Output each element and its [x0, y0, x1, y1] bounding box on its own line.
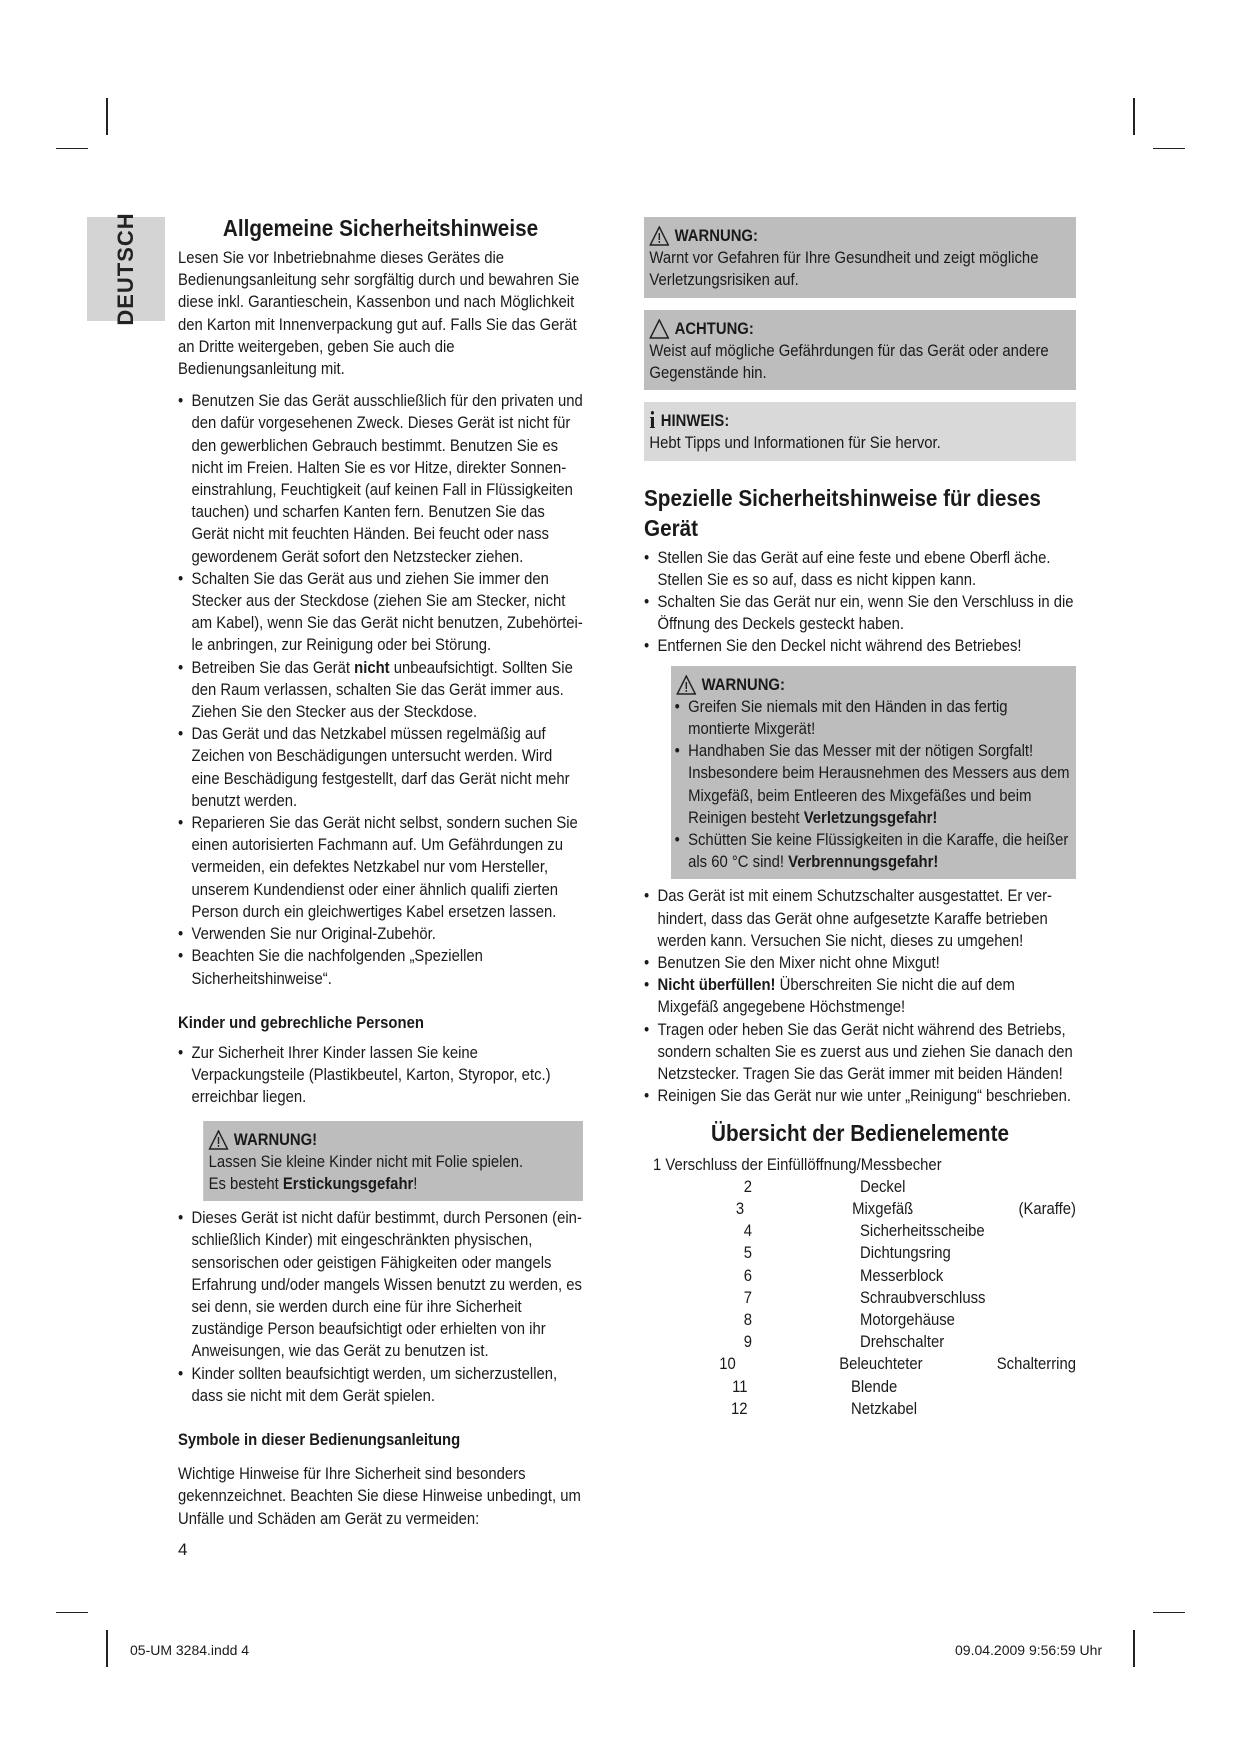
language-label: DEUTSCH: [113, 212, 138, 326]
part-label: Messerblock: [860, 1266, 944, 1285]
legend-box-warning: [644, 217, 1076, 298]
language-tab: [87, 212, 165, 326]
parts-row: [653, 1265, 1076, 1287]
part-label: Blende: [851, 1377, 898, 1396]
legend-box-note: [644, 402, 1076, 460]
section-title-general-safety: Allgemeine Sicherheitshinweise: [222, 215, 539, 241]
part-label: Motorgehäuse: [860, 1310, 955, 1329]
list-item: • Dieses Gerät ist nicht dafür bestimmt, durch Personen (einschließlich Kinder) mit eingeschränkten physischen, sensorischen oder geistigen Fähigkeiten oder mangels Erfahrung und/oder mangels Wissen benutzt zu werden, es sei denn, sie werden durch eine für ihre Sicherheit zuständige Person beaufsichtigt oder erhielten von ihr Anweisungen, wie das Gerät zu benutzen ist.: [178, 1207, 583, 1362]
part-label: Schraubverschluss: [860, 1288, 986, 1307]
legend-box-caution: [644, 310, 1076, 391]
page-number: 4: [178, 1540, 188, 1559]
part-label: Dichtungsring: [860, 1244, 951, 1263]
list-item: • Betreiben Sie das Gerät nicht unbeaufsichtigt. Sollten Sie den Raum verlassen, schalten Sie das Gerät immer aus. Ziehen Sie den Stecker aus der Steckdose.: [178, 657, 583, 724]
general-safety-list: [178, 390, 583, 989]
legend-box-text: Hebt Tipps und Informationen für Sie hervor.: [649, 434, 941, 453]
list-item: • Kinder sollten beaufsichtigt werden, um sicherzustellen, dass sie nicht mit dem Gerät spielen.: [178, 1363, 583, 1407]
warning-triangle-icon: [649, 226, 669, 246]
part-number: 9: [743, 1333, 752, 1352]
legend-box-title: WARNUNG:: [674, 227, 758, 245]
crop-mark: [1153, 148, 1185, 149]
part-extra: [1031, 1287, 1040, 1309]
part-number: 6: [743, 1266, 752, 1285]
parts-row: [653, 1353, 1076, 1375]
warning-box-header: [675, 674, 1071, 696]
crop-mark: [106, 1630, 108, 1667]
legend-box-header: [649, 318, 1070, 340]
section-title-controls-overview: Übersicht der Bedienelemente: [711, 1119, 1009, 1146]
crop-mark: [1133, 98, 1135, 135]
subheading-symbols: Symbole in dieser Bedienungsanleitung: [178, 1430, 461, 1449]
part-number: 3: [735, 1199, 745, 1218]
part-extra: [1031, 1309, 1040, 1331]
warning-box-children: [203, 1121, 583, 1202]
part-number: 5: [743, 1244, 752, 1263]
part-extra: Schalterring: [996, 1355, 1076, 1374]
list-item: • Handhaben Sie das Messer mit der nötigen Sorgfalt! Insbesondere beim Herausnehmen des Messers aus dem Mixgefäß, beim Entleeren des Mixgefäßes und beim Reinigen besteht Verletzungsgefahr!: [675, 740, 1071, 829]
part-extra: [1031, 1176, 1040, 1198]
list-item: • Verwenden Sie nur Original-Zubehör.: [178, 923, 583, 945]
children-list-2: [178, 1207, 583, 1407]
special-safety-list: [644, 547, 1076, 658]
parts-row: [653, 1331, 1076, 1353]
left-column: [178, 213, 583, 1530]
crop-mark: [56, 148, 88, 149]
warning-triangle-icon: [209, 1130, 229, 1150]
parts-row: [653, 1220, 1076, 1242]
part-extra: [1031, 1242, 1040, 1264]
warning-triangle-icon: [676, 675, 696, 695]
legend-box-title: HINWEIS:: [660, 412, 730, 431]
parts-row: [653, 1287, 1076, 1309]
parts-row: [653, 1242, 1076, 1264]
section-title-special-safety: Spezielle Sicherheitshinweise für dieses Gerät: [644, 484, 1041, 541]
part-number: 8: [743, 1310, 752, 1329]
legend-box-text: Weist auf mögliche Gefährdungen für das Gerät oder andere Gegenstände hin.: [649, 341, 1049, 383]
part-extra: (Karaffe): [1018, 1199, 1076, 1218]
info-icon: i: [649, 408, 656, 435]
parts-row: [653, 1198, 1076, 1220]
crop-mark: [1133, 1630, 1135, 1667]
warning-box-header: [209, 1129, 578, 1151]
warning-box-text: Lassen Sie kleine Kinder nicht mit Folie spielen.: [208, 1152, 524, 1171]
special-safety-list-2: [644, 885, 1076, 1107]
footer-timestamp: 09.04.2009 9:56:59 Uhr: [955, 1642, 1103, 1658]
part-extra: [1031, 1331, 1040, 1353]
footer-file-info: 05-UM 3284.indd 4: [130, 1642, 250, 1658]
part-number: 7: [743, 1288, 752, 1307]
part-label: Deckel: [860, 1177, 906, 1196]
list-item: • Beachten Sie die nachfolgenden „Speziellen Sicherheitshinweise“.: [178, 945, 583, 989]
children-list: [178, 1042, 583, 1109]
list-item: • Schalten Sie das Gerät nur ein, wenn Sie den Verschluss in die Öffnung des Deckels gesteckt haben.: [644, 591, 1076, 635]
parts-row: 1 Verschluss der Einfüllöffnung/Messbecher: [653, 1155, 942, 1174]
list-item: • Entfernen Sie den Deckel nicht während des Betriebes!: [644, 635, 1076, 657]
list-item: • Benutzen Sie das Gerät ausschließlich für den privaten und den dafür vorgesehenen Zweck. Dieses Gerät ist nicht für den gewerblichen Gebrauch bestimmt. Benutzen Sie es nicht im Freien. Halten Sie es vor Hitze, direkter Sonneneinstrahlung, Feuchtigkeit (auf keinen Fall in Flüssigkeiten tauchen) und scharfen Kanten fern. Benutzen Sie das Gerät nicht mit feuchten Händen. Bei feucht oder nass gewordenem Gerät sofort den Netzstecker ziehen.: [178, 390, 583, 568]
crop-mark: [1153, 1612, 1185, 1613]
list-item: • Nicht überfüllen! Überschreiten Sie nicht die auf dem Mixgefäß angegebene Höchstmenge!: [644, 974, 1076, 1018]
symbols-paragraph: Wichtige Hinweise für Ihre Sicherheit sind besonders gekennzeichnet. Beachten Sie diese Hinweise unbedingt, um Unfälle und Schäden am Gerät zu vermeiden:: [178, 1465, 581, 1528]
legend-box-title: ACHTUNG:: [674, 319, 754, 338]
part-number: 12: [730, 1399, 748, 1418]
list-item: • Das Gerät ist mit einem Schutzschalter ausgestattet. Er verhindert, dass das Gerät ohne aufgesetzte Karaffe betrieben werden kann. Versuchen Sie nicht, dieses zu umgehen!: [644, 885, 1076, 952]
part-number: 2: [743, 1177, 752, 1196]
list-item: • Zur Sicherheit Ihrer Kinder lassen Sie keine Verpackungsteile (Plastikbeutel, Karton, Styropor, etc.) erreichbar liegen.: [178, 1042, 583, 1109]
legend-box-text: Warnt vor Gefahren für Ihre Gesundheit und zeigt mögliche Verletzungsrisiken auf.: [649, 249, 1039, 290]
list-item: • Schütten Sie keine Flüssigkeiten in die Karaffe, die heißer als 60 °C sind! Verbrennungsgefahr!: [675, 829, 1071, 873]
right-column: [644, 213, 1076, 1420]
parts-row: [653, 1309, 1076, 1331]
part-number: 11: [732, 1377, 748, 1396]
part-extra: [1031, 1220, 1040, 1242]
list-item: • Schalten Sie das Gerät aus und ziehen Sie immer den Stecker aus der Steckdose (ziehen Sie am Stecker, nicht am Kabel), wenn Sie das Gerät nicht benutzen, Zubehörteile anbringen, zur Reinigung oder bei Störung.: [178, 568, 583, 657]
list-item: • Stellen Sie das Gerät auf eine feste und ebene Oberfl äche. Stellen Sie es so auf, dass es nicht kippen kann.: [644, 547, 1076, 591]
parts-row: [653, 1398, 1076, 1420]
intro-paragraph: Lesen Sie vor Inbetriebnahme dieses Gerätes die Bedienungsanleitung sehr sorgfältig durch und bewahren Sie diese inkl. Garantieschein, Kassenbon und nach Möglichkeit den Karton mit Innenverpackung gut auf. Falls Sie das Gerät an Dritte weitergeben, geben Sie auch die Bedienungsanleitung mit.: [178, 249, 580, 379]
part-extra: [1031, 1265, 1040, 1287]
warning-box-list: [675, 696, 1071, 874]
warning-box-blade: [671, 666, 1076, 880]
legend-box-header: [649, 408, 1070, 435]
legend-box-header: [649, 225, 1070, 247]
list-item: • Reinigen Sie das Gerät nur wie unter „Reinigung“ beschrieben.: [644, 1085, 1076, 1107]
crop-mark: [106, 98, 108, 135]
part-label: Mixgefäß: [852, 1199, 914, 1218]
subheading-children: Kinder und gebrechliche Personen: [178, 1013, 424, 1032]
part-label: Netzkabel: [851, 1399, 918, 1418]
list-item: • Tragen oder heben Sie das Gerät nicht während des Betriebs, sondern schalten Sie es zuerst aus und ziehen Sie danach den Netzstecker. Tragen Sie das Gerät immer mit beiden Händen!: [644, 1019, 1076, 1086]
warning-box-title: WARNUNG:: [701, 675, 785, 694]
parts-row: [653, 1176, 1076, 1198]
list-item: • Greifen Sie niemals mit den Händen in das fertig montierte Mixgerät!: [675, 696, 1071, 740]
list-item: • Reparieren Sie das Gerät nicht selbst, sondern suchen Sie einen autorisierten Fachmann auf. Um Gefährdungen zu vermeiden, ein defektes Netzkabel nur vom Hersteller, unserem Kundendienst oder einer ähnlich qualifi zierten Person durch ein gleichwertiges Kabel ersetzen lassen.: [178, 812, 583, 923]
list-item: • Benutzen Sie den Mixer nicht ohne Mixgut!: [644, 952, 1076, 974]
part-label: Drehschalter: [860, 1333, 945, 1352]
part-number: 10: [719, 1355, 736, 1374]
caution-triangle-icon: [649, 319, 669, 339]
part-number: 4: [743, 1222, 752, 1241]
part-label: Beleuchteter: [839, 1355, 923, 1374]
crop-mark: [56, 1612, 88, 1613]
parts-row: [653, 1376, 1076, 1398]
part-label: Sicherheitsscheibe: [860, 1222, 985, 1241]
warning-box-text: Es besteht Erstickungsgefahr!: [208, 1174, 418, 1193]
warning-box-title: WARNUNG!: [233, 1130, 318, 1149]
list-item: • Das Gerät und das Netzkabel müssen regelmäßig auf Zeichen von Beschädigungen untersucht werden. Wird eine Beschädigung festgestellt, darf das Gerät nicht mehr benutzt werden.: [178, 723, 583, 812]
parts-list: [653, 1154, 1076, 1420]
